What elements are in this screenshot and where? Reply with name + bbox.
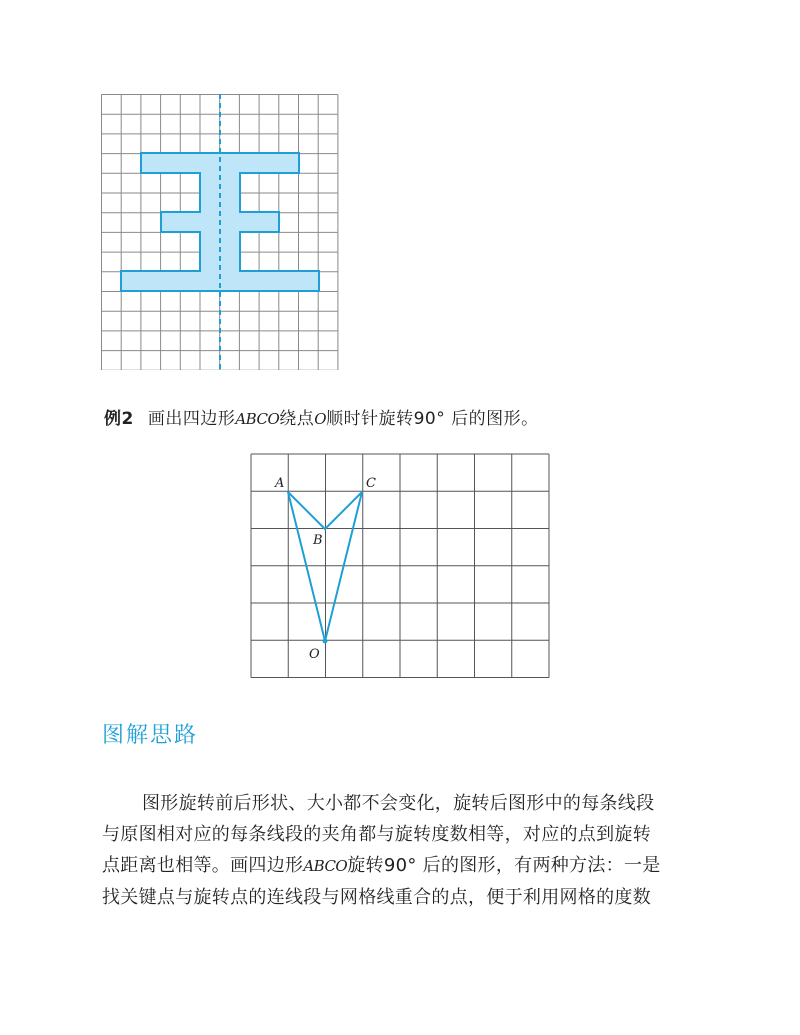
point-c-label: C bbox=[366, 476, 376, 491]
rotation-figure bbox=[250, 453, 550, 681]
paragraph-line-3-b: 旋转90° 后的图形，有两种方法：一是 bbox=[347, 855, 661, 876]
paragraph-line-2: 与原图相对应的每条线段的夹角都与旋转度数相等，对应的点到旋转 bbox=[102, 824, 651, 845]
point-o-dot bbox=[323, 639, 328, 644]
example-statement bbox=[104, 404, 539, 429]
paragraph-line-3 bbox=[102, 850, 702, 882]
paragraph-shape-name: ABCO bbox=[303, 857, 348, 875]
example-text-1: 画出四边形 bbox=[147, 409, 236, 429]
symmetry-figure bbox=[101, 94, 341, 370]
point-o-label: O bbox=[309, 647, 320, 662]
example-shape-name: ABCO bbox=[235, 410, 280, 428]
example-text-3: 顺时针旋转90° 后的图形。 bbox=[326, 409, 539, 429]
explanation-paragraph bbox=[102, 788, 702, 913]
example-tag: 例2 bbox=[104, 409, 134, 429]
point-a-label: A bbox=[275, 476, 285, 491]
figure2-grid bbox=[251, 454, 549, 678]
paragraph-line-4: 找关键点与旋转点的连线段与网格线重合的点，便于利用网格的度数 bbox=[102, 887, 651, 908]
section-heading: 图解思路 bbox=[102, 723, 199, 748]
paragraph-line-3-a: 点距离也相等。画四边形 bbox=[102, 855, 304, 876]
point-b-label: B bbox=[313, 533, 323, 548]
example-text-2: 绕点 bbox=[279, 409, 315, 429]
example-pivot-name: O bbox=[314, 410, 327, 428]
paragraph-line-1: 图形旋转前后形状、大小都不会变化，旋转后图形中的每条线段 bbox=[142, 793, 655, 814]
